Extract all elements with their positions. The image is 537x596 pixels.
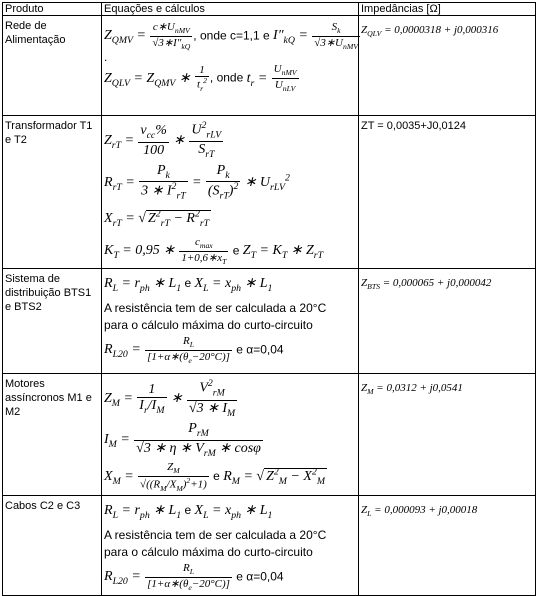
product-cell: Sistema de distribuição BTS1 e BTS2 <box>3 269 102 374</box>
formula-zqmv: $Z_{QMV}$ = $\frac{c∗U_{nMV}}{√3∗I''_{kQ}}$ , onde c=1,1 e $I''_{kQ}$ = $\frac{S_k}{√3∗U_{nMV}}$ <box>104 21 358 51</box>
impedance-value: $Z_{BTS} = 0,000065 + j0,000042$ <box>361 277 492 292</box>
header-impedances: Impedâncias [Ω] <box>359 3 536 16</box>
formula-rrt: $R_{rT}$ = $\frac{P_k}{3 ∗ I^2_{rT}}$ = $\frac{P_k}{(S_{rT})^2}$ ∗ $U_{rLV}^2$ <box>104 162 290 202</box>
equation-cell <box>102 269 359 374</box>
product-cell: Cabos C2 e C3 <box>3 496 102 596</box>
impedance-cell <box>359 16 536 116</box>
header-product: Produto <box>3 3 102 16</box>
formula-im: $I_M$ = $\frac{P_{rM}}{√3 ∗ \eta ∗ V_{rM} ∗ \cos\varphi}$ <box>104 421 261 459</box>
table-row <box>3 374 536 496</box>
equation-cell <box>102 16 359 116</box>
product-cell: Motores assíncronos M1 e M2 <box>3 374 102 496</box>
table-row <box>3 116 536 269</box>
table-row <box>3 16 536 116</box>
separator-dot: . <box>104 50 108 65</box>
note-short-circuit: para o cálculo máxima do curto-circuito <box>104 318 313 333</box>
equation-cell <box>102 496 359 596</box>
impedance-cell: ZT = 0,0035+J0,0124 <box>359 116 536 269</box>
formula-xrt: $X_{rT}$ = √ $Z^2_{rT} - R^2_{rT}$ <box>104 208 210 230</box>
impedance-cell <box>359 496 536 596</box>
impedance-value: $Z_M = 0,0312 + j0,0541$ <box>361 382 463 397</box>
formula-rl20: $R_{L20}$ = $\frac{R_L}{[1+\alpha∗(\theta_e-20^\circ C)]}$ e α=0,04 <box>104 335 284 365</box>
formula-rl-xl: $R_L = r_{ph}$ ∗ $L_1$ e $X_L = x_{ph}$ ∗ $L_1$ <box>104 503 273 521</box>
impedance-cell <box>359 269 536 374</box>
note-resistance: A resistência tem de ser calculada a 20°C <box>104 301 327 316</box>
formula-kt: $K_T = 0,95$ ∗ $\frac{c_{max}}{1+0,6∗x_T}$ e $Z_T = K_T$ ∗ $Z_{rT}$ <box>104 236 324 266</box>
formula-zrt: $Z_{rT}$ = $\frac{v_{cc}\%}{100}$ ∗ $\frac{U^2_{rLV}}{S_{rT}}$ <box>104 120 222 161</box>
note-resistance: A resistência tem de ser calculada a 20°C <box>104 528 327 542</box>
impedance-value: $Z_L = 0,000093 + j0,00018$ <box>361 504 478 519</box>
formula-rl20: $R_{L20}$ = $\frac{R_L}{[1+\alpha∗(\theta_e-20^\circ C)]}$ e α=0,04 <box>104 562 284 592</box>
impedance-cell <box>359 374 536 496</box>
equation-cell <box>102 374 359 496</box>
formula-zqlv: $Z_{QLV} = Z_{QMV}$ ∗ $\frac{1}{t_r^2}$ , onde $t_r$ = $\frac{U_{nMV}}{U_{nLV}}$ <box>104 63 297 94</box>
impedance-table <box>2 2 536 596</box>
formula-xm-rm: $X_M$ = $\frac{Z_M}{√((R_M/X_M)^2+1)}$ e $R_M$ = √ $Z^2_M - X^2_M$ <box>104 461 326 493</box>
table-row <box>3 496 536 596</box>
header-equations: Equações e cálculos <box>102 3 359 16</box>
formula-zm: $Z_M$ = $\frac{1}{I_r/I_M}$ ∗ $\frac{V^2_{rM}}{√3 ∗ I_M}$ <box>104 378 236 419</box>
note-short-circuit: para o cálculo máxima do curto-circuito <box>104 545 313 559</box>
table-row <box>3 269 536 374</box>
product-cell: Transformador T1 e T2 <box>3 116 102 269</box>
impedance-value: $Z_{QLV} = 0,0000318 + j0,000316$ <box>361 24 499 39</box>
equation-cell <box>102 116 359 269</box>
product-cell: Rede de Alimentação <box>3 16 102 116</box>
formula-rl-xl: $R_L = r_{ph}$ ∗ $L_1$ e $X_L = x_{ph}$ ∗ $L_1$ <box>104 276 273 295</box>
header-row <box>3 3 536 16</box>
